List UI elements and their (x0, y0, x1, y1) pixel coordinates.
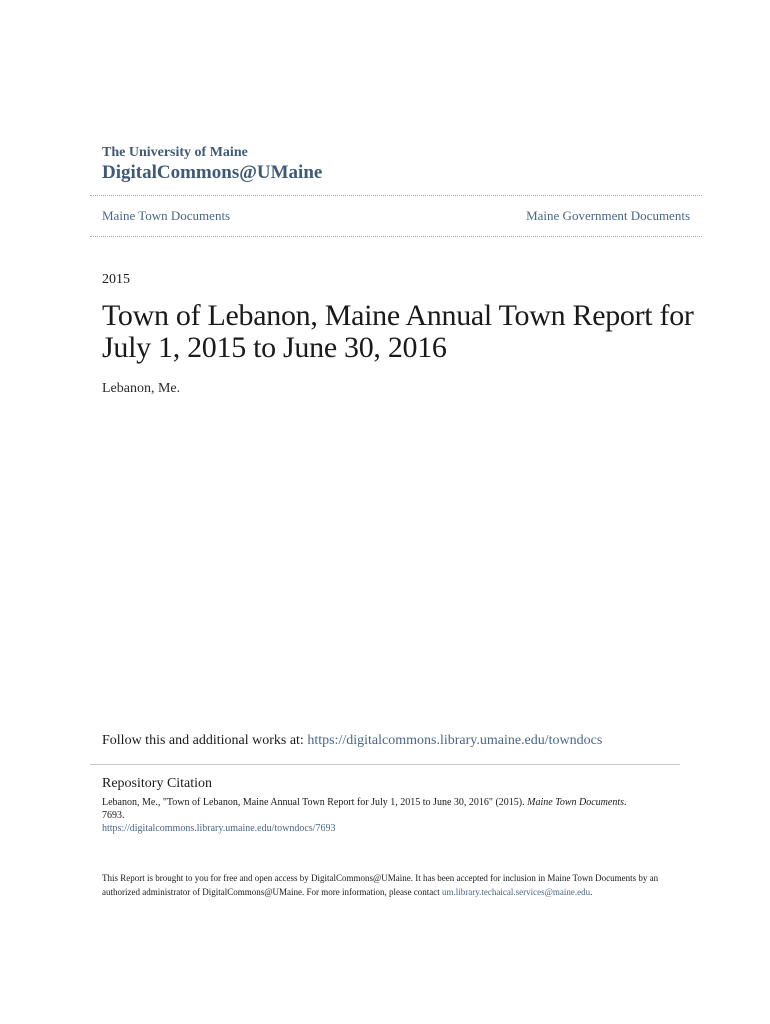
document-author: Lebanon, Me. (102, 381, 181, 396)
university-name: The University of Maine (102, 145, 248, 160)
maine-town-documents-link[interactable]: Maine Town Documents (102, 208, 231, 223)
citation-series: Maine Town Documents (527, 797, 624, 808)
contact-email-link[interactable]: um.library.techaical.services@maine.edu (441, 887, 591, 897)
notice-text: This Report is brought to you for free and open access by DigitalCommons@UMaine. It has been accepted for inclusion in Maine Town Documents by an authorized administrator of DigitalCommons@UMaine. For more information, please contact (102, 873, 659, 897)
follow-label: Follow this and additional works at: (102, 733, 304, 748)
site-name[interactable]: DigitalCommons@UMaine (102, 162, 323, 183)
repository-citation-text: Lebanon, Me., "Town of Lebanon, Maine Annual Town Report for July 1, 2015 to June 30, 2016" (2015). Maine Town Documents. 7693. https://digitalcommons.library.umaine.edu/towndocs/7693 (102, 797, 627, 834)
publication-year: 2015 (102, 272, 130, 287)
maine-government-documents-link[interactable]: Maine Government Documents (526, 208, 690, 223)
citation-number: 7693. (102, 810, 125, 821)
nav-divider (90, 236, 702, 237)
towndocs-link[interactable]: https://digitalcommons.library.umaine.edu/towndocs (307, 733, 603, 748)
access-notice: This Report is brought to you for free and open access by DigitalCommons@UMaine. It has been accepted for inclusion in Maine Town Documents by an authorized administrator of DigitalCommons@UMaine. For more information, please contact um.library.techaical.services@maine.edu. (102, 873, 659, 897)
document-title: Town of Lebanon, Maine Annual Town Report for July 1, 2015 to June 30, 2016 (102, 299, 694, 364)
header-divider (90, 195, 702, 196)
repository-citation-heading: Repository Citation (102, 776, 213, 791)
citation-url-link[interactable]: https://digitalcommons.library.umaine.edu/towndocs/7693 (102, 823, 336, 834)
citation-text: Lebanon, Me., "Town of Lebanon, Maine Annual Town Report for July 1, 2015 to June 30, 2016" (2015). (102, 797, 525, 808)
follow-line (102, 733, 602, 749)
citation-divider (90, 764, 680, 765)
